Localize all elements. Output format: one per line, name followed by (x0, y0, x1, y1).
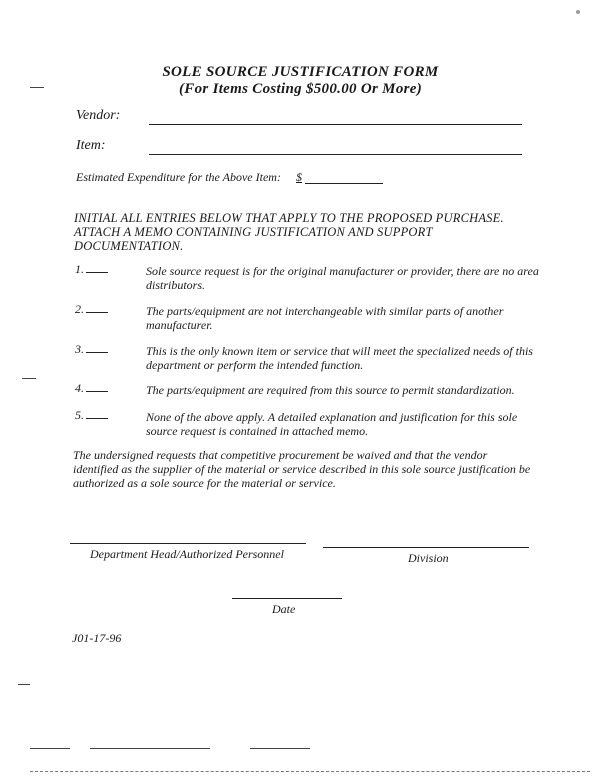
item-1-text: Sole source request is for the original manufacturer or provider, there are no area distributors. (146, 264, 539, 292)
item-1-number (75, 262, 108, 277)
item-2-num-text: 2. (75, 302, 84, 316)
date-label: Date (272, 602, 296, 616)
item-1-initial-blank[interactable] (86, 262, 108, 273)
division-label: Division (408, 551, 449, 565)
item-2-text: The parts/equipment are not interchangeable with similar parts of another manufacturer. (146, 304, 504, 332)
scan-mark (30, 87, 44, 88)
item-2-initial-blank[interactable] (86, 302, 108, 313)
scan-bottom-edge (30, 771, 590, 772)
item-2-number (75, 302, 108, 317)
division-signature-line[interactable] (323, 547, 529, 548)
item-3-initial-blank[interactable] (86, 342, 108, 353)
date-line[interactable] (232, 598, 342, 599)
item-input-line[interactable] (149, 154, 522, 155)
item-4-num-text: 4. (75, 381, 84, 395)
department-head-label: Department Head/Authorized Personnel (90, 547, 284, 561)
item-5-initial-blank[interactable] (86, 408, 108, 419)
item-5-number (75, 408, 108, 423)
instruction-line-3: DOCUMENTATION. (74, 239, 184, 253)
item-3-number (75, 342, 108, 357)
instruction-line-1: INITIAL ALL ENTRIES BELOW THAT APPLY TO THE PROPOSED PURCHASE. (74, 211, 504, 225)
vendor-input-line[interactable] (149, 124, 522, 125)
item-5-num-text: 5. (75, 408, 84, 422)
currency-symbol: $ (296, 170, 302, 184)
item-4-number (75, 381, 108, 396)
item-1-num-text: 1. (75, 262, 84, 276)
item-4-initial-blank[interactable] (86, 381, 108, 392)
expenditure-label: Estimated Expenditure for the Above Item: (76, 170, 281, 184)
scan-mark (250, 748, 310, 749)
department-head-signature-line[interactable] (70, 543, 306, 544)
scan-speck (576, 10, 580, 14)
scan-mark (30, 748, 70, 749)
vendor-label: Vendor: (76, 108, 121, 123)
item-4-text: The parts/equipment are required from this source to permit standardization. (146, 383, 515, 397)
scan-mark (22, 378, 36, 379)
form-code: J01-17-96 (72, 631, 122, 645)
form-subtitle: (For Items Costing $500.00 Or More) (178, 81, 423, 97)
scan-mark (90, 748, 210, 749)
expenditure-input-line[interactable] (305, 183, 383, 184)
item-3-num-text: 3. (75, 342, 84, 356)
item-5-text: None of the above apply. A detailed explanation and justification for this sole source request is contained in attached memo. (146, 410, 518, 438)
item-label: Item: (76, 138, 106, 153)
item-3-text: This is the only known item or service that will meet the specialized needs of this department or perform the intended function. (146, 344, 533, 372)
instruction-line-2: ATTACH A MEMO CONTAINING JUSTIFICATION AND SUPPORT (74, 225, 433, 239)
scan-mark (18, 684, 30, 685)
form-title: SOLE SOURCE JUSTIFICATION FORM (162, 64, 439, 80)
waiver-statement: The undersigned requests that competitive procurement be waived and that the vendor identified as the supplier of the material or service described in this sole source justification be authorized as a sole source for the material or service. (73, 448, 531, 490)
